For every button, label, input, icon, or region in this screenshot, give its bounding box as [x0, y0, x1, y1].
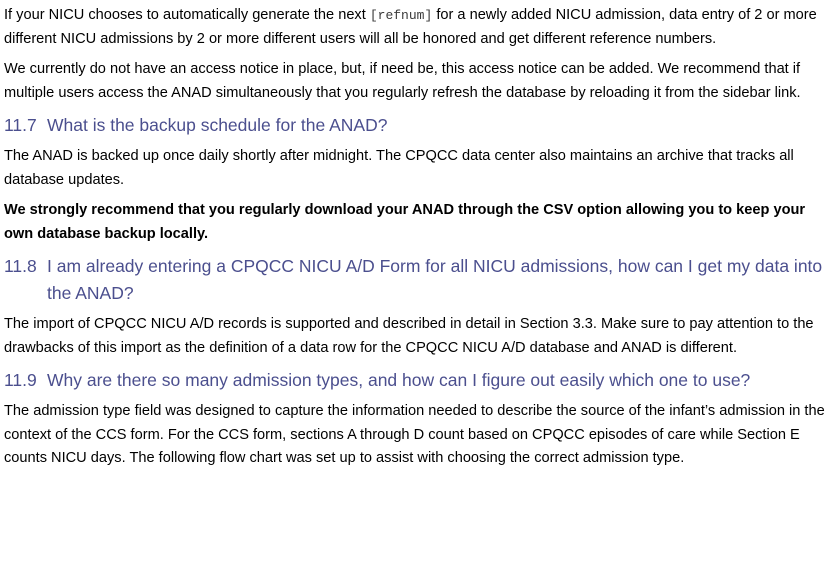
section-number: 11.8 [4, 256, 37, 276]
paragraph-admission-types: The admission type field was designed to capture the information needed to describe the source of the infant’s admission in the context of the CCS form. For the CCS form, sections A through D count based on CPQCC episodes of care while Section E counts NICU days. The following flow chart was set up to assist with choosing the correct admission type. [4, 403, 825, 466]
refnum-code: [refnum] [369, 8, 433, 23]
section-number: 11.9 [4, 370, 37, 390]
section-title: Why are there so many admission types, and how can I figure out easily which one to use? [47, 370, 751, 390]
section-title: I am already entering a CPQCC NICU A/D Form for all NICU admissions, how can I get my data into the ANAD? [47, 256, 823, 303]
paragraph-backup-schedule: The ANAD is backed up once daily shortly after midnight. The CPQCC data center also maintains an archive that tracks all database updates. [4, 148, 794, 188]
paragraph-import: The import of CPQCC NICU A/D records is supported and described in detail in Section 3.3. Make sure to pay attention to the drawbacks of this import as the definition of a data row for the CPQCC NICU A/D database and ANAD is different. [4, 316, 814, 356]
paragraph-refnum [4, 4, 830, 51]
section-number: 11.7 [4, 115, 37, 135]
section-title: What is the backup schedule for the ANAD? [47, 115, 388, 135]
paragraph-backup-recommendation: We strongly recommend that you regularly download your ANAD through the CSV option allowing you to keep your own database backup locally. [4, 202, 806, 242]
paragraph-access-notice: We currently do not have an access notice in place, but, if need be, this access notice can be added. We recommend that if multiple users access the ANAD simultaneously that you regularly refresh the database by reloading it from the sidebar link. [4, 61, 801, 101]
document-page [4, 4, 830, 471]
paragraph-text: If your NICU chooses to automatically generate the next [4, 7, 370, 23]
section-heading-11-8 [4, 253, 830, 307]
section-heading-11-7 [4, 112, 830, 139]
section-heading-11-9 [4, 367, 830, 394]
paragraph-text: for a newly added NICU admission, data entry of 2 or more different NICU admissions by 2 or more different users will all be honored and get different reference numbers. [4, 7, 817, 47]
